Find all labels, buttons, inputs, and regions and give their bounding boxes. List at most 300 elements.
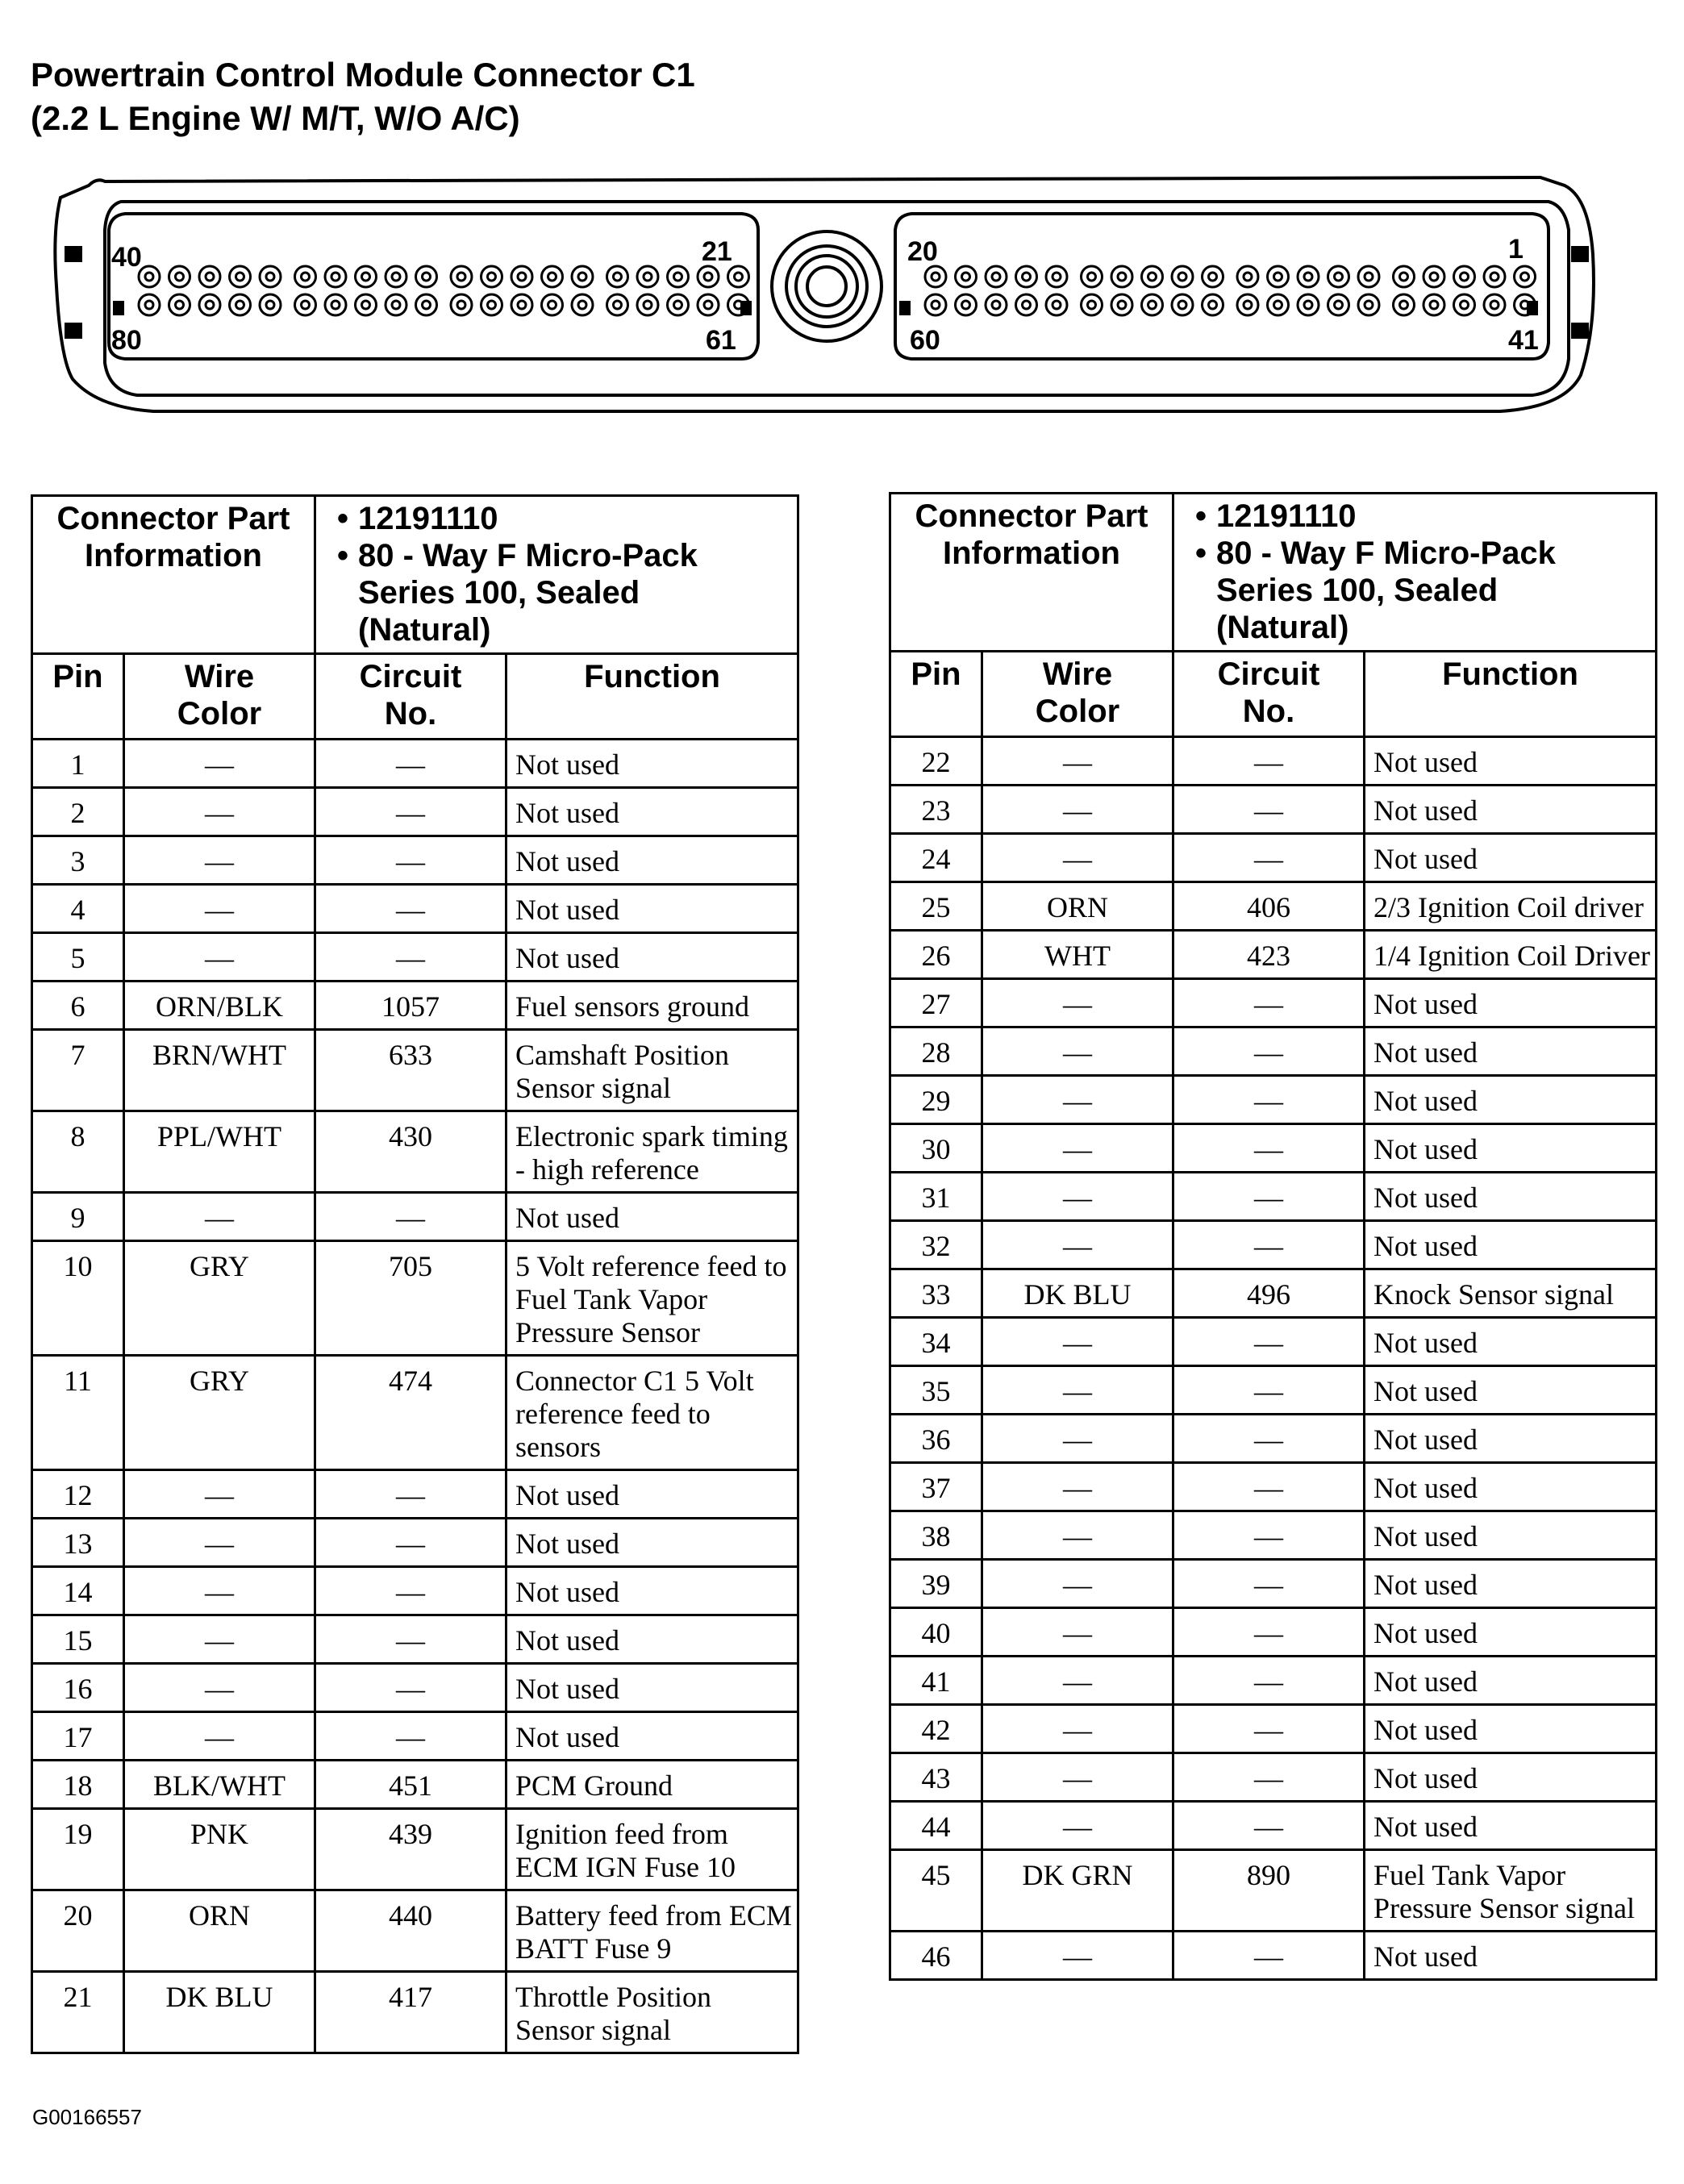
col-header-circuit: Circuit No. — [315, 654, 506, 740]
table-row — [890, 1076, 1657, 1124]
pin-socket — [139, 294, 160, 315]
wire-color-cell: — — [982, 1415, 1173, 1463]
pin-socket — [1111, 294, 1132, 315]
pin-socket — [956, 266, 977, 287]
pin-cell: 11 — [32, 1356, 124, 1470]
table-row — [32, 933, 798, 982]
part-desc-line-1: • 80 - Way F Micro-Pack — [358, 537, 797, 574]
wire-color-cell: — — [982, 1366, 1173, 1415]
pin-socket — [169, 294, 190, 315]
circuit-cell: — — [1173, 1802, 1365, 1850]
pin-socket — [607, 294, 628, 315]
wire-color-cell: — — [982, 786, 1173, 834]
column-header-row — [32, 654, 798, 740]
circuit-cell: 496 — [1173, 1269, 1365, 1318]
function-cell: Not used — [1365, 1705, 1657, 1753]
pin-socket-center — [1461, 301, 1469, 309]
function-cell: Not used — [1365, 786, 1657, 834]
wire-color-cell: — — [982, 1463, 1173, 1511]
pin-socket-center — [1178, 273, 1186, 281]
circuit-cell: 406 — [1173, 882, 1365, 931]
pin-socket — [260, 294, 281, 315]
circuit-cell: — — [315, 836, 506, 885]
circuit-cell: 474 — [315, 1356, 506, 1470]
wire-color-cell: — — [982, 1027, 1173, 1076]
part-desc-line-2: Series 100, Sealed — [358, 575, 640, 611]
circuit-cell: — — [315, 1519, 506, 1567]
pin-socket — [325, 266, 346, 287]
wire-color-cell: — — [124, 1567, 315, 1615]
pin-socket-center — [145, 301, 153, 309]
circuit-cell: 430 — [315, 1111, 506, 1193]
function-cell: Not used — [1365, 1173, 1657, 1221]
function-cell: Not used — [1365, 1076, 1657, 1124]
function-cell: Not used — [1365, 1657, 1657, 1705]
function-cell: Throttle Position Sensor signal — [506, 1972, 798, 2053]
pin-socket-center — [1400, 301, 1408, 309]
pin-socket — [325, 294, 346, 315]
function-cell: Battery feed from ECM BATT Fuse 9 — [506, 1890, 798, 1972]
pin-socket — [199, 294, 220, 315]
pin-socket — [1016, 294, 1037, 315]
pin-socket-center — [331, 301, 340, 309]
pin-socket-center — [1521, 301, 1529, 309]
pin-socket-center — [1490, 301, 1499, 309]
pin-socket-center — [1244, 273, 1252, 281]
pin-socket — [1172, 266, 1193, 287]
pin-socket-center — [518, 273, 526, 281]
pin-socket — [728, 266, 749, 287]
latch-marks — [65, 246, 1589, 339]
wire-color-cell: — — [982, 979, 1173, 1027]
function-cell: Not used — [506, 740, 798, 788]
pin-socket-center — [1430, 301, 1438, 309]
table-row — [890, 1415, 1657, 1463]
pin-socket — [386, 294, 406, 315]
wire-color-cell: — — [982, 1221, 1173, 1269]
pin-cell: 5 — [32, 933, 124, 982]
wire-color-cell: — — [124, 740, 315, 788]
pin-socket — [637, 294, 658, 315]
circuit-cell: — — [1173, 1124, 1365, 1173]
function-cell: Not used — [1365, 1932, 1657, 1980]
function-cell: Knock Sensor signal — [1365, 1269, 1657, 1318]
pin-socket-center — [1335, 273, 1343, 281]
circuit-cell: — — [1173, 1076, 1365, 1124]
table-row — [32, 1567, 798, 1615]
pin-socket-center — [1490, 273, 1499, 281]
pin-socket — [1268, 294, 1289, 315]
pin-socket-center — [735, 273, 743, 281]
table-row — [890, 1269, 1657, 1318]
wire-color-cell: WHT — [982, 931, 1173, 979]
table-row — [890, 1221, 1657, 1269]
pin-cell: 35 — [890, 1366, 982, 1415]
title-line-2: (2.2 L Engine W/ M/T, W/O A/C) — [31, 99, 520, 137]
pin-cell: 42 — [890, 1705, 982, 1753]
part-desc-line-3: (Natural) — [1216, 610, 1349, 645]
pin-socket — [956, 294, 977, 315]
pin-socket — [1237, 294, 1258, 315]
table-row — [32, 1030, 798, 1111]
part-info-label: Connector Part Information — [890, 494, 1173, 652]
part-info-label: Connector Part Information — [32, 496, 315, 654]
pin-socket — [1203, 266, 1223, 287]
pin-socket — [1046, 266, 1067, 287]
function-cell: Not used — [1365, 1415, 1657, 1463]
pin-cell: 26 — [890, 931, 982, 979]
function-cell: Not used — [506, 1664, 798, 1712]
circuit-cell: — — [1173, 834, 1365, 882]
pin-cell: 24 — [890, 834, 982, 882]
pin-socket-center — [266, 273, 274, 281]
table-row — [32, 788, 798, 836]
connector-diagram — [48, 165, 1605, 419]
pin-label-21: 21 — [702, 236, 732, 267]
pin-socket-center — [1023, 273, 1031, 281]
function-cell: Not used — [1365, 834, 1657, 882]
pin-socket-center — [1365, 273, 1373, 281]
circuit-cell: — — [315, 1615, 506, 1664]
pin-cell: 9 — [32, 1193, 124, 1241]
pin-cell: 13 — [32, 1519, 124, 1567]
pin-socket — [1142, 294, 1163, 315]
part-number: • 12191110 — [358, 500, 797, 537]
pin-socket-center — [1400, 273, 1408, 281]
table-row — [32, 1519, 798, 1567]
function-cell: Not used — [1365, 1463, 1657, 1511]
wire-color-cell: — — [124, 933, 315, 982]
circuit-cell: 423 — [1173, 931, 1365, 979]
circuit-cell: — — [1173, 1705, 1365, 1753]
pin-socket-center — [962, 273, 970, 281]
pin-cell: 21 — [32, 1972, 124, 2053]
table-row — [32, 1761, 798, 1809]
wire-color-cell: — — [982, 1657, 1173, 1705]
pin-cell: 44 — [890, 1802, 982, 1850]
circuit-cell: 633 — [315, 1030, 506, 1111]
function-cell: Camshaft Position Sensor signal — [506, 1030, 798, 1111]
function-cell: Not used — [1365, 737, 1657, 786]
circuit-cell: — — [1173, 1027, 1365, 1076]
pin-socket — [1484, 294, 1505, 315]
pin-socket-center — [423, 301, 431, 309]
circuit-cell: — — [1173, 1560, 1365, 1608]
table-row — [890, 1124, 1657, 1173]
pin-socket — [1111, 266, 1132, 287]
pin-socket-center — [206, 273, 214, 281]
circuit-cell: — — [315, 788, 506, 836]
wire-color-cell: — — [982, 1932, 1173, 1980]
wire-color-cell: — — [124, 836, 315, 885]
pin-socket — [416, 266, 437, 287]
table-row — [890, 1932, 1657, 1980]
pin-label-60: 60 — [910, 325, 940, 356]
pin-cell: 37 — [890, 1463, 982, 1511]
pin-socket-center — [1148, 273, 1157, 281]
circuit-cell: — — [1173, 1173, 1365, 1221]
circuit-cell: 417 — [315, 1972, 506, 2053]
pin-socket-center — [1335, 301, 1343, 309]
wire-color-cell: BRN/WHT — [124, 1030, 315, 1111]
pin-label-80: 80 — [111, 325, 142, 356]
table-row — [32, 1356, 798, 1470]
pin-socket-center — [423, 273, 431, 281]
pin-cell: 29 — [890, 1076, 982, 1124]
function-cell: Not used — [1365, 979, 1657, 1027]
circuit-cell: — — [1173, 1366, 1365, 1415]
pin-cell: 45 — [890, 1850, 982, 1932]
function-cell: Not used — [1365, 1511, 1657, 1560]
pin-cell: 30 — [890, 1124, 982, 1173]
pin-socket-center — [236, 301, 244, 309]
circuit-cell: — — [1173, 1221, 1365, 1269]
wire-color-cell: — — [982, 1753, 1173, 1802]
col-header-function: Function — [1365, 652, 1657, 737]
pin-socket-center — [518, 301, 526, 309]
pin-socket-center — [266, 301, 274, 309]
pin-socket — [1423, 266, 1444, 287]
pin-socket-center — [1461, 273, 1469, 281]
wire-color-cell: — — [124, 1712, 315, 1761]
pin-socket-center — [176, 301, 184, 309]
pin-socket — [1298, 294, 1319, 315]
pin-socket — [986, 294, 1007, 315]
wire-color-cell: — — [124, 885, 315, 933]
function-cell: Not used — [506, 1712, 798, 1761]
pin-cell: 19 — [32, 1809, 124, 1890]
pin-socket — [199, 266, 220, 287]
pin-socket-center — [932, 301, 940, 309]
pin-socket — [542, 294, 563, 315]
table-row — [32, 1111, 798, 1193]
function-cell: Not used — [506, 1470, 798, 1519]
pin-socket — [668, 294, 689, 315]
pin-socket-center — [392, 301, 400, 309]
pin-socket-center — [614, 301, 622, 309]
pin-cell: 16 — [32, 1664, 124, 1712]
table-row — [890, 786, 1657, 834]
pin-socket — [1268, 266, 1289, 287]
pin-socket — [511, 266, 532, 287]
wire-color-cell: DK BLU — [982, 1269, 1173, 1318]
wire-color-cell: ORN — [124, 1890, 315, 1972]
pin-label-61: 61 — [706, 325, 736, 356]
pin-socket-center — [548, 301, 556, 309]
center-bolt-hole — [807, 267, 846, 306]
pin-cell: 43 — [890, 1753, 982, 1802]
function-cell: Not used — [1365, 1124, 1657, 1173]
pin-socket — [1298, 266, 1319, 287]
pin-cell: 15 — [32, 1615, 124, 1664]
pin-cell: 4 — [32, 885, 124, 933]
col-header-wire-color: Wire Color — [982, 652, 1173, 737]
table-row — [890, 1027, 1657, 1076]
pin-socket-center — [1118, 273, 1126, 281]
circuit-cell: — — [1173, 1753, 1365, 1802]
circuit-cell: — — [315, 740, 506, 788]
col-header-wire-color: Wire Color — [124, 654, 315, 740]
pin-socket-center — [1052, 301, 1061, 309]
pin-socket — [139, 266, 160, 287]
pin-socket-center — [488, 301, 496, 309]
table-row — [32, 1712, 798, 1761]
pin-socket-center — [302, 273, 310, 281]
pin-socket-center — [704, 301, 712, 309]
pin-socket — [1172, 294, 1193, 315]
table-row — [32, 1890, 798, 1972]
circuit-cell: — — [315, 885, 506, 933]
pin-cell: 27 — [890, 979, 982, 1027]
pin-socket — [451, 266, 472, 287]
table-row — [890, 1560, 1657, 1608]
circuit-cell: — — [1173, 1463, 1365, 1511]
column-header-row — [890, 652, 1657, 737]
pin-cell: 38 — [890, 1511, 982, 1560]
pin-socket — [511, 294, 532, 315]
wire-color-cell: — — [982, 1560, 1173, 1608]
col-header-pin: Pin — [32, 654, 124, 740]
pin-socket-center — [302, 301, 310, 309]
function-cell: Not used — [1365, 1366, 1657, 1415]
pin-socket-center — [992, 301, 1000, 309]
pin-socket — [637, 266, 658, 287]
function-cell: Ignition feed from ECM IGN Fuse 10 — [506, 1809, 798, 1890]
wire-color-cell: — — [982, 737, 1173, 786]
col-header-circuit: Circuit No. — [1173, 652, 1365, 737]
col-header-pin: Pin — [890, 652, 982, 737]
pin-socket-center — [457, 273, 465, 281]
pin-socket-center — [1052, 273, 1061, 281]
pin-cell: 3 — [32, 836, 124, 885]
pin-socket — [481, 294, 502, 315]
table-row — [32, 836, 798, 885]
function-cell: 1/4 Ignition Coil Driver — [1365, 931, 1657, 979]
pin-socket — [230, 266, 251, 287]
pin-socket — [1328, 266, 1349, 287]
pin-cell: 17 — [32, 1712, 124, 1761]
table-row — [32, 982, 798, 1030]
pin-socket — [295, 294, 316, 315]
connector-inner-shell — [105, 202, 1569, 395]
pin-cell: 6 — [32, 982, 124, 1030]
pin-socket — [1237, 266, 1258, 287]
pin-label-41: 41 — [1508, 325, 1539, 356]
center-bolt-mid — [786, 246, 867, 327]
circuit-cell: — — [315, 1664, 506, 1712]
pin-socket-center — [704, 273, 712, 281]
circuit-cell: — — [315, 1712, 506, 1761]
table-row — [890, 1608, 1657, 1657]
circuit-cell: — — [1173, 737, 1365, 786]
pin-socket — [386, 266, 406, 287]
circuit-cell: — — [315, 1470, 506, 1519]
pin-cell: 31 — [890, 1173, 982, 1221]
pin-socket — [925, 294, 946, 315]
pin-socket-center — [578, 301, 586, 309]
pin-socket-center — [362, 301, 370, 309]
pin-cell: 32 — [890, 1221, 982, 1269]
part-info-row — [32, 496, 798, 654]
wire-color-cell: PNK — [124, 1809, 315, 1890]
center-bolt-outer — [772, 231, 882, 341]
pin-socket — [1515, 266, 1536, 287]
pin-socket — [1454, 266, 1475, 287]
table-row — [32, 885, 798, 933]
pin-socket-center — [488, 273, 496, 281]
pin-socket — [1328, 294, 1349, 315]
pin-socket — [356, 266, 377, 287]
pin-socket — [1484, 266, 1505, 287]
wire-color-cell: — — [982, 1705, 1173, 1753]
pin-socket-center — [548, 273, 556, 281]
wire-color-cell: — — [124, 1193, 315, 1241]
pin-socket-center — [1430, 273, 1438, 281]
wire-color-cell: DK BLU — [124, 1972, 315, 2053]
pin-socket-center — [1304, 301, 1312, 309]
pin-socket — [925, 266, 946, 287]
pin-socket-center — [392, 273, 400, 281]
table-row — [890, 1173, 1657, 1221]
pin-socket — [295, 266, 316, 287]
pin-socket — [1142, 266, 1163, 287]
table-row — [32, 1193, 798, 1241]
table-row — [890, 1753, 1657, 1802]
pin-socket-center — [1209, 301, 1217, 309]
wire-color-cell: GRY — [124, 1356, 315, 1470]
function-cell: Not used — [506, 836, 798, 885]
pin-socket — [1016, 266, 1037, 287]
pin-socket — [356, 294, 377, 315]
pin-socket-center — [578, 273, 586, 281]
function-cell: PCM Ground — [506, 1761, 798, 1809]
circuit-cell: — — [315, 1567, 506, 1615]
pin-socket — [1082, 294, 1103, 315]
wire-color-cell: — — [124, 1519, 315, 1567]
connector-pins — [139, 266, 1536, 315]
table-row — [890, 882, 1657, 931]
pin-socket — [1358, 294, 1379, 315]
center-bolt-inner — [796, 256, 857, 317]
pin-table-left — [31, 494, 799, 2054]
table-row — [32, 1972, 798, 2053]
pin-label-20: 20 — [907, 236, 938, 267]
pin-socket — [1394, 294, 1415, 315]
circuit-cell: 705 — [315, 1241, 506, 1356]
pin-socket-center — [331, 273, 340, 281]
circuit-cell: — — [1173, 1932, 1365, 1980]
pin-socket-center — [1209, 273, 1217, 281]
circuit-cell: 439 — [315, 1809, 506, 1890]
function-cell: Electronic spark timing - high reference — [506, 1111, 798, 1193]
pin-cell: 2 — [32, 788, 124, 836]
pin-socket — [698, 294, 719, 315]
function-cell: Not used — [506, 1567, 798, 1615]
pin-cell: 23 — [890, 786, 982, 834]
pin-socket-center — [1365, 301, 1373, 309]
pin-socket — [1046, 294, 1067, 315]
table-row — [32, 1470, 798, 1519]
circuit-cell: 890 — [1173, 1850, 1365, 1932]
function-cell: 5 Volt reference feed to Fuel Tank Vapor Pressure Sensor — [506, 1241, 798, 1356]
table-row — [890, 834, 1657, 882]
function-cell: Fuel Tank Vapor Pressure Sensor signal — [1365, 1850, 1657, 1932]
function-cell: Connector C1 5 Volt reference feed to sensors — [506, 1356, 798, 1470]
pin-socket — [1358, 266, 1379, 287]
pin-cell: 33 — [890, 1269, 982, 1318]
part-number: • 12191110 — [1216, 498, 1655, 535]
part-desc-line-2: Series 100, Sealed — [1216, 573, 1499, 608]
